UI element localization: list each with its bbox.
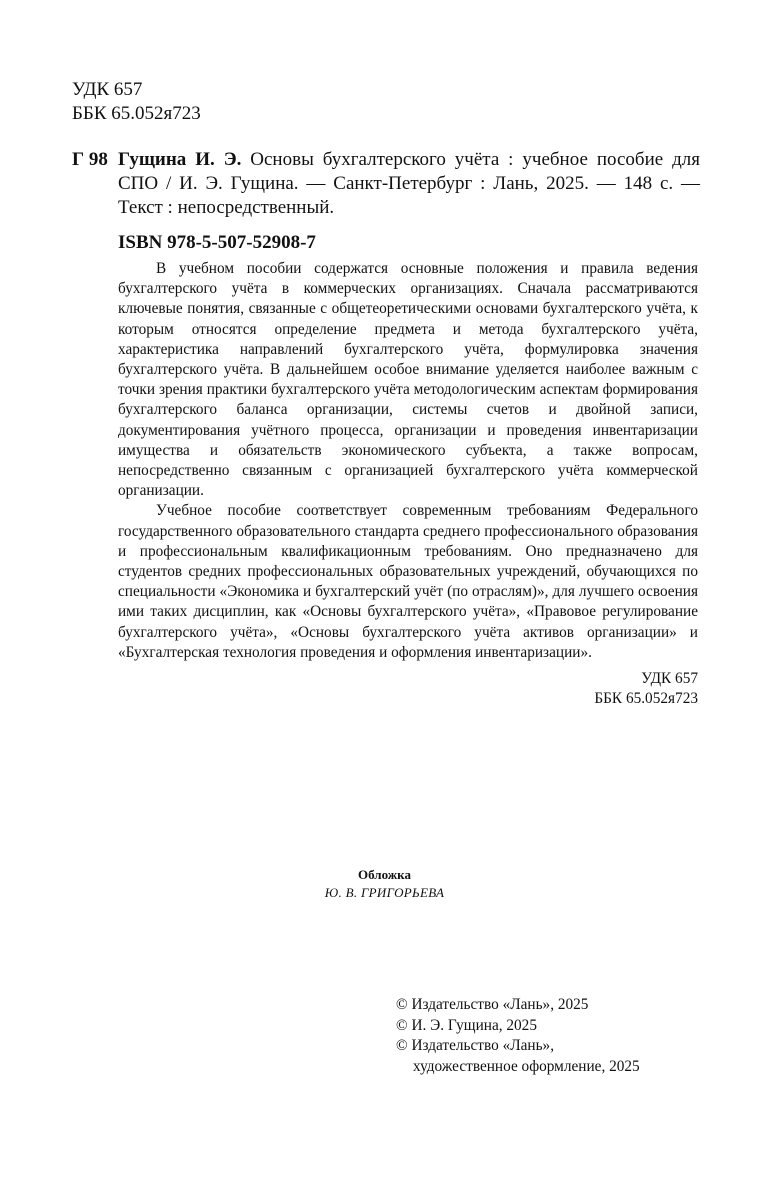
bibliographic-description — [118, 148, 700, 220]
bottom-classification — [594, 669, 698, 709]
copyright-line: © Издательство «Лань», 2025 — [396, 996, 589, 1013]
catalog-entry — [72, 148, 700, 220]
abstract-paragraph: Учебное пособие соответствует современным требованиям Федерального государственного образовательного стандарта среднего профессионального образования и профессиональным квалификационным требованиям. Оно предназначено для студентов средних профессиональных образовательных учреждений, обучающихся по специальности «Экономика и бухгалтерский учёт (по отраслям)», для лучшего освоения ими таких дисциплин, как «Основы бухгалтерского учёта», «Правовое регулирование бухгалтерского учёта», «Основы бухгалтерского учёта активов организации» и «Бухгалтерская технология проведения и оформления инвентаризации». — [118, 502, 698, 661]
bbk-code: ББК 65.052я723 — [594, 690, 698, 707]
author-mark: Г 98 — [72, 149, 108, 170]
cover-label: Обложка — [358, 867, 411, 882]
abstract-paragraph: В учебном пособии содержатся основные положения и правила ведения бухгалтерского учёта в коммерческих организациях. Сначала рассматриваются ключевые понятия, связанные с общетеоретическими основами бухгалтерского учёта, к которым относятся определение предмета и метода бухгалтерского учёта, характеристика направлений бухгалтерского учёта, формулировка значения бухгалтерского учёта. В дальнейшем особое внимание уделяется наиболее важным с точки зрения практики бухгалтерского учёта методологическим аспектам формирования бухгалтерского баланса организации, системы счетов и двойной записи, документирования учётного процесса, организации и проведения инвентаризации имущества и обязательств экономического субъекта, а также вопросам, непосредственно связанным с организацией бухгалтерского учёта коммерческой организации. — [118, 260, 698, 500]
abstract — [118, 259, 698, 663]
copyright-line: © И. Э. Гущина, 2025 — [396, 1016, 537, 1034]
copyright-block — [396, 995, 640, 1077]
udk-code: УДК 657 — [72, 79, 143, 100]
author-name: Гущина И. Э. — [118, 149, 242, 170]
entry-line-1: Основы бухгалтерского учёта : учебное пособие — [241, 149, 664, 170]
isbn: ISBN 978-5-507-52908-7 — [118, 232, 316, 253]
cover-designer: Ю. В. ГРИГОРЬЕВА — [324, 885, 445, 900]
cover-credit — [0, 866, 769, 902]
top-classification — [72, 78, 201, 126]
udk-code: УДК 657 — [641, 670, 698, 687]
copyright-line: художественное оформление, 2025 — [413, 1057, 640, 1075]
entry-line-3: 148 с. — Текст : непосредственный. — [118, 173, 700, 218]
bbk-code: ББК 65.052я723 — [72, 103, 201, 124]
copyright-line: © Издательство «Лань», — [396, 1037, 555, 1054]
entry-line-2: для СПО / И. Э. Гущина. — Санкт-Петербург : Лань, 2025. — — [118, 149, 700, 194]
